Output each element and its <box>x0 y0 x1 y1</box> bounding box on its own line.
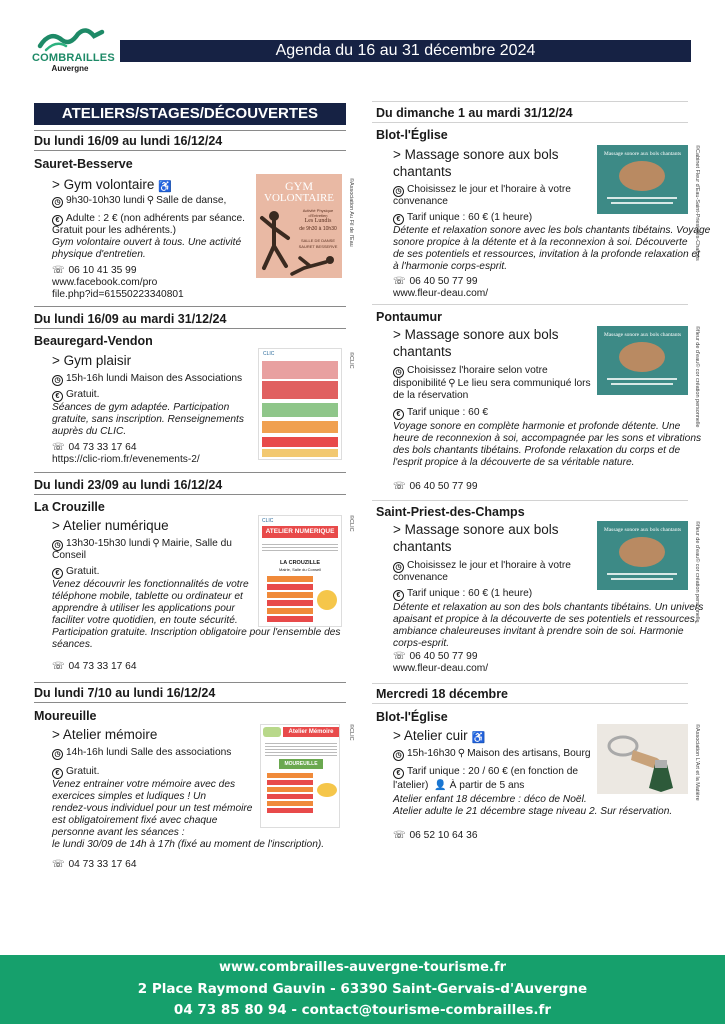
person-icon: 👤 <box>434 780 447 791</box>
accessibility-icon: ♿ <box>158 181 172 193</box>
event-time-line2: convenance <box>393 572 448 583</box>
phone-icon: ☏ <box>393 830 406 841</box>
event-price <box>393 212 532 225</box>
phone-number: 04 73 33 17 64 <box>68 661 137 672</box>
logo-name: COMBRAILLES <box>32 52 115 64</box>
event-description: Atelier enfant 18 décembre : déco de Noël. <box>393 794 587 805</box>
combrailles-logo <box>32 26 115 74</box>
clock-icon: ◷ <box>393 367 404 378</box>
poster-text: ATELIER NUMERIQUE <box>262 526 338 538</box>
event-place: Sauret-Besserve <box>34 157 133 171</box>
event-link[interactable]: www.facebook.com/pro <box>52 277 158 288</box>
event-price <box>393 766 578 779</box>
event-price <box>393 588 532 601</box>
location-text: Salle de danse, <box>156 195 227 206</box>
event-location-line2: Conseil <box>52 550 86 561</box>
location-pin-icon: ⚲ <box>448 378 456 389</box>
divider <box>34 494 346 495</box>
euro-icon: € <box>52 568 63 579</box>
clock-icon: ◷ <box>393 186 404 197</box>
clock-icon: ◷ <box>52 375 63 386</box>
poster-text: Massage sonore aux bols chantants <box>603 527 682 533</box>
location-text: Maison des artisans, Bourg <box>467 748 591 759</box>
footer-address: 2 Place Raymond Gauvin - 63390 Saint-Gervais-d'Auvergne <box>137 981 588 997</box>
divider <box>372 122 688 123</box>
event-time <box>52 373 242 386</box>
event-title: > Gym plaisir <box>52 353 132 368</box>
event-title: > Massage sonore aux bols <box>393 522 559 537</box>
event-phone <box>393 651 478 663</box>
event-description: séances. <box>52 639 93 650</box>
atelier-memoire-poster <box>260 724 340 828</box>
event-description: Détente et relaxation au son des bols chantants tibétains. Un univers <box>393 602 704 613</box>
phone-number: 06 52 10 64 36 <box>409 830 478 841</box>
phone-icon: ☏ <box>393 276 406 287</box>
event-place: Pontaumur <box>376 310 442 324</box>
event-link[interactable]: https://clic-riom.fr/evenements-2/ <box>52 454 200 465</box>
accessibility-icon: ♿ <box>471 732 486 744</box>
event-time-line2 <box>393 378 591 390</box>
time-text: Choisissez le jour et l'horaire à votre <box>407 184 571 195</box>
poster-text: SALLE DE DANSE <box>300 238 335 243</box>
location-pin-icon: ⚲ <box>146 195 155 206</box>
phone-icon: ☏ <box>393 481 406 492</box>
logo-wave-icon <box>36 26 106 52</box>
event-description: Participation gratuite. Inscription obligatoire pour l'ensemble des <box>52 627 341 638</box>
phone-icon: ☏ <box>393 651 406 662</box>
poster-text: de 9h30 à 10h30 <box>299 226 337 232</box>
phone-number: 04 73 33 17 64 <box>68 859 137 870</box>
poster-text: MOUREUILLE <box>279 759 323 769</box>
event-phone <box>52 859 137 871</box>
event-time <box>52 195 226 208</box>
event-phone <box>393 830 478 842</box>
event-title-text: > Atelier cuir <box>393 728 468 743</box>
keychain-icon <box>597 724 688 794</box>
logo-subtitle: Auvergne <box>51 64 89 73</box>
price-text: Tarif unique : 60 € <box>407 407 488 418</box>
event-title-line2: chantants <box>393 164 452 179</box>
event-phone <box>52 442 137 454</box>
massage-poster-image <box>597 326 688 395</box>
gym-poster-image <box>256 174 342 278</box>
event-date: Du dimanche 1 au mardi 31/12/24 <box>376 106 573 120</box>
massage-poster-image <box>597 521 688 590</box>
poster-text: SAURET BESSERVE <box>298 244 338 249</box>
event-description: physique d'entretien. <box>52 249 146 260</box>
location-text: Le lieu sera communiqué lors <box>457 378 591 389</box>
divider <box>34 150 346 151</box>
event-link[interactable]: www.fleur-deau.com/ <box>393 288 489 299</box>
time-text: 15h-16h30 <box>407 748 456 759</box>
event-time <box>52 747 231 760</box>
event-time <box>393 748 591 761</box>
poster-text: LA CROUZILLE <box>279 560 321 566</box>
photo-credit: ©CLIC <box>348 515 354 532</box>
phone-icon: ☏ <box>52 265 65 276</box>
event-description: apprendre à utiliser les applications pour <box>52 603 235 614</box>
event-description: personne avant les séances : <box>52 827 185 838</box>
event-description: Venez entrainer votre mémoire avec des <box>52 779 236 790</box>
event-description: heure de reconnexion à soi, accompagnée par les sons et vibrations <box>393 433 702 444</box>
event-description: rendez-vous individuel pour un test mémoire <box>52 803 253 814</box>
event-description: est obligatoirement fixé avec chaque <box>52 815 218 826</box>
event-description: Gym volontaire ouvert à tous. Une activité <box>52 237 242 248</box>
event-place: Blot-l'Église <box>376 128 448 142</box>
atelier-numerique-poster <box>258 515 342 627</box>
event-description: Voyage sonore en complète harmonie et profonde détente. Une <box>393 421 681 432</box>
event-description: Séances de gym adaptée. Participation <box>52 402 230 413</box>
event-description: des bols chantants tibétains. Profonde relaxation du corps et de <box>393 445 681 456</box>
event-phone <box>52 661 137 673</box>
clock-icon: ◷ <box>52 197 63 208</box>
footer <box>0 955 725 1024</box>
footer-website[interactable]: www.combrailles-auvergne-tourisme.fr <box>218 960 506 975</box>
event-phone <box>393 276 478 288</box>
location-text: Mairie, Salle du <box>161 538 232 549</box>
divider <box>372 304 688 305</box>
phone-number: 06 40 50 77 99 <box>409 276 478 287</box>
price-text: Tarif unique : 20 / 60 € (en fonction de <box>407 766 579 777</box>
event-phone <box>393 481 478 493</box>
clock-icon: ◷ <box>393 750 404 761</box>
event-date: Mercredi 18 décembre <box>376 687 509 701</box>
divider <box>34 682 346 683</box>
clock-icon: ◷ <box>52 540 63 551</box>
event-description: Détente et relaxation sonore avec les bols chantants tibétains. Voyage <box>393 225 711 236</box>
poster-text: Activité Physique d'Entretien <box>302 208 334 218</box>
event-time <box>393 365 548 378</box>
photo-credit: ©Association Au Fil de l'Eau <box>348 178 354 247</box>
event-title: > Massage sonore aux bols <box>393 147 559 162</box>
photo-credit: ©Association L'Art et la Matière <box>694 724 700 801</box>
poster-text: Atelier Mémoire <box>283 727 339 737</box>
price-text: Tarif unique : 60 € (1 heure) <box>407 212 533 223</box>
euro-icon: € <box>52 391 63 402</box>
poster-text: GYM <box>284 179 313 193</box>
age-text: À partir de 5 ans <box>449 780 525 791</box>
agenda-banner: Agenda du 16 au 31 décembre 2024 <box>120 40 691 62</box>
photo-credit: ©Cabinet Fleur d'Eau-Saint-Priest-des-Champs <box>694 145 700 261</box>
event-title-line2: chantants <box>393 344 452 359</box>
phone-number: 06 40 50 77 99 <box>409 481 478 492</box>
phone-icon: ☏ <box>52 859 65 870</box>
event-description: faciliter votre quotidien, en toute sécurité. <box>52 615 238 626</box>
phone-number: 04 73 33 17 64 <box>68 442 137 453</box>
time-text: 13h30-15h30 lundi <box>66 538 151 549</box>
euro-icon: € <box>393 768 404 779</box>
event-description: sonore propice à la détente et à la reconnexion à soi. Découverte <box>393 237 688 248</box>
event-time-line2: convenance <box>393 196 448 207</box>
event-date: Du lundi 16/09 au lundi 16/12/24 <box>34 134 223 148</box>
euro-icon: € <box>52 215 63 226</box>
event-place: La Crouzille <box>34 500 105 514</box>
time-text: Choisissez le jour et l'horaire à votre <box>407 560 571 571</box>
photo-credit: ©CLIC <box>348 352 354 369</box>
euro-icon: € <box>393 214 404 225</box>
event-date: Du lundi 16/09 au mardi 31/12/24 <box>34 312 227 326</box>
photo-credit: ©fleur de d'eau© cor création personnelle <box>694 326 700 428</box>
event-description: ambiance chaleureuses invitant à prendre soin de soi. Harmonie <box>393 626 684 637</box>
price-text: Gratuit. <box>66 566 100 577</box>
time-text: 9h30-10h30 lundi <box>66 195 145 206</box>
event-description: gratuite, sans inscription. Renseignements <box>52 414 244 425</box>
clock-icon: ◷ <box>52 749 63 760</box>
event-description: apaisant et propice à la découverte de ses potentiels et ressources, <box>393 614 698 625</box>
event-phone <box>52 265 137 277</box>
event-description: corps-esprit. <box>393 638 450 649</box>
divider <box>34 702 346 703</box>
euro-icon: € <box>52 768 63 779</box>
event-date: Du lundi 7/10 au lundi 16/12/24 <box>34 686 216 700</box>
event-description: à l'harmonie corps-esprit. <box>393 261 508 272</box>
event-title: > Atelier mémoire <box>52 727 158 742</box>
event-title: > Massage sonore aux bols <box>393 327 559 342</box>
poster-text: VOLONTAIRE <box>264 192 334 204</box>
event-description: téléphone mobile, tablette ou ordinateur et <box>52 591 243 602</box>
time-text: Choisissez l'horaire selon votre <box>407 365 548 376</box>
footer-contact[interactable]: 04 73 85 80 94 - contact@tourisme-combrailles.fr <box>173 1002 552 1018</box>
divider <box>372 683 688 684</box>
massage-poster-image <box>597 145 688 214</box>
photo-credit: ©fleur de d'eau© cor création personnelle <box>694 521 700 623</box>
leather-keychain-image <box>597 724 688 794</box>
price-text: Gratuit. <box>66 766 100 777</box>
event-price <box>52 566 99 579</box>
event-place: Beauregard-Vendon <box>34 334 153 348</box>
event-date: Du lundi 23/09 au lundi 16/12/24 <box>34 478 223 492</box>
event-description: de ses potentiels et ressources, invitation à la profonde relaxation et <box>393 249 700 260</box>
clic-schedule-image <box>258 348 342 460</box>
phone-icon: ☏ <box>52 661 65 672</box>
divider <box>372 500 688 501</box>
poster-text: Massage sonore aux bols chantants <box>603 332 682 338</box>
price-text: Tarif unique : 60 € (1 heure) <box>407 588 533 599</box>
event-link[interactable]: file.php?id=61550223340801 <box>52 289 184 300</box>
location-pin-icon: ⚲ <box>152 538 160 549</box>
phone-number: 06 40 50 77 99 <box>409 651 478 662</box>
category-heading: ATELIERS/STAGES/DÉCOUVERTES <box>34 103 346 125</box>
divider <box>34 306 346 307</box>
phone-icon: ☏ <box>52 442 65 453</box>
event-time-line3: de la réservation <box>393 390 469 401</box>
event-title-line2: chantants <box>393 539 452 554</box>
event-title-text: > Gym volontaire <box>52 177 155 192</box>
divider <box>34 472 346 473</box>
event-title <box>52 176 175 193</box>
divider <box>372 101 688 102</box>
event-place: Blot-l'Église <box>376 710 448 724</box>
time-text: 15h-16h lundi Maison des Associations <box>66 373 243 384</box>
event-description: l'esprit propice à la découverte de sa véritable nature. <box>393 457 635 468</box>
time-text: disponibilité <box>393 378 447 389</box>
event-description: Venez découvrir les fonctionnalités de votre <box>52 579 249 590</box>
event-place: Saint-Priest-des-Champs <box>376 505 525 519</box>
divider <box>34 130 346 131</box>
divider <box>34 328 346 329</box>
phone-number: 06 10 41 35 99 <box>68 265 137 276</box>
euro-icon: € <box>393 409 404 420</box>
location-pin-icon: ⚲ <box>457 748 466 759</box>
time-text: 14h-16h lundi Salle des associations <box>66 747 232 758</box>
price-text: Adulte : 2 € (non adhérents par séance. <box>66 213 245 224</box>
event-title <box>393 727 488 744</box>
event-title: > Atelier numérique <box>52 518 169 533</box>
clock-icon: ◷ <box>393 562 404 573</box>
euro-icon: € <box>393 590 404 601</box>
photo-credit: ©CLIC <box>348 724 354 741</box>
event-place: Moureuille <box>34 709 97 723</box>
event-description: Atelier adulte le 21 décembre stage niveau 2. Sur réservation. <box>393 806 673 817</box>
poster-text: Les Lundis <box>304 218 332 224</box>
event-price <box>393 407 488 420</box>
event-description: exercices simples et ludiques ! Un <box>52 791 207 802</box>
event-price-line2: Gratuit pour les adhérents.) <box>52 225 177 236</box>
gym-figure-icon <box>290 254 340 276</box>
price-text: l'atelier) <box>393 780 429 791</box>
poster-text: Massage sonore aux bols chantants <box>603 151 682 157</box>
divider <box>372 703 688 704</box>
event-link[interactable]: www.fleur-deau.com/ <box>393 663 489 674</box>
event-price <box>52 389 99 402</box>
price-text: Gratuit. <box>66 389 100 400</box>
poster-text: Mairie, Salle du Conseil <box>278 567 322 572</box>
event-price-line2 <box>393 780 524 792</box>
event-description: le lundi 30/09 de 14h à 17h (fixé au moment de l'inscription). <box>52 839 325 850</box>
event-description: auprès du CLIC. <box>52 426 127 437</box>
poster-text: CLIC <box>262 518 274 524</box>
poster-text: CLIC <box>263 351 275 357</box>
event-price <box>52 766 99 779</box>
